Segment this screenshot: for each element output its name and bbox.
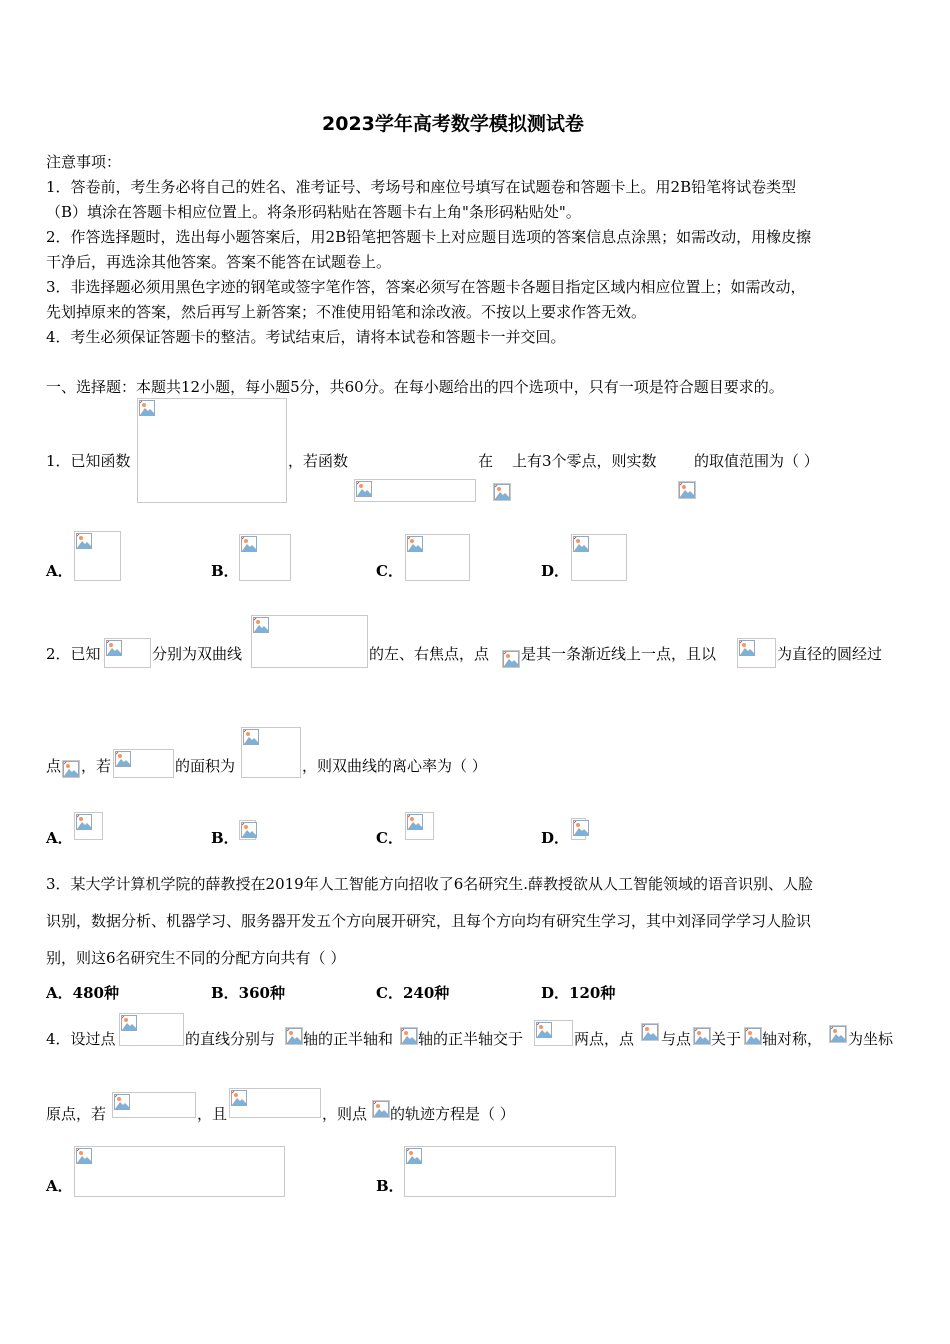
broken-image-icon xyxy=(536,1022,554,1040)
formula-image xyxy=(737,638,776,668)
q3-text: 3．某大学计算机学院的薛教授在2019年人工智能方向招收了6名研究生.薛教授欲从人工智能领域的语音识别、人脸 xyxy=(46,875,814,893)
broken-image-icon xyxy=(829,1025,847,1043)
broken-image-icon xyxy=(641,1023,659,1041)
broken-image-icon xyxy=(285,1027,303,1045)
formula-image xyxy=(354,479,476,502)
q1-text: 上有3个零点，则实数 xyxy=(512,452,657,470)
notice-heading: 注意事项： xyxy=(46,153,122,171)
q2-text: 为直径的圆经过 xyxy=(777,645,883,663)
q2-text: 的面积为 xyxy=(175,757,236,775)
formula-image xyxy=(113,749,174,778)
formula-image xyxy=(251,615,368,668)
notice-line: 干净后，再选涂其他答案。答案不能答在试题卷上。 xyxy=(46,253,392,271)
q2-text: 2．已知 xyxy=(46,645,101,663)
broken-image-icon xyxy=(241,536,259,554)
broken-image-icon xyxy=(115,751,133,769)
option-label: C．240种 xyxy=(376,984,450,1002)
broken-image-icon xyxy=(76,533,94,551)
q4-text: 原点，若 xyxy=(46,1105,107,1123)
q4-text: 为坐标 xyxy=(848,1030,894,1048)
formula-image xyxy=(137,398,287,503)
broken-image-icon xyxy=(407,814,425,832)
broken-image-icon xyxy=(76,1148,94,1166)
option-label: C． xyxy=(376,829,403,847)
formula-image xyxy=(74,1146,285,1197)
broken-image-icon xyxy=(356,481,374,499)
broken-image-icon xyxy=(406,1148,424,1166)
formula-image xyxy=(229,1088,321,1118)
broken-image-icon xyxy=(76,814,94,832)
formula-image xyxy=(239,534,291,581)
q3-text: 识别，数据分析、机器学习、服务器开发五个方向展开研究，且每个方向均有研究生学习，其中刘泽同学学习人脸识 xyxy=(46,912,812,930)
q4-text: ，且 xyxy=(197,1105,228,1123)
option-label: D． xyxy=(541,562,570,580)
q4-text: 关于 xyxy=(711,1030,742,1048)
formula-image xyxy=(534,1020,573,1046)
q4-text: ，则点 xyxy=(322,1105,368,1123)
broken-image-icon xyxy=(106,640,124,658)
formula-image xyxy=(112,1092,196,1118)
q1-text: 的取值范围为（ ） xyxy=(694,452,819,470)
broken-image-icon xyxy=(693,1027,711,1045)
broken-image-icon xyxy=(114,1094,132,1112)
broken-image-icon xyxy=(62,760,80,778)
q4-text: 与点 xyxy=(661,1030,692,1048)
broken-image-icon xyxy=(493,483,511,501)
option-label: A． xyxy=(46,562,73,580)
formula-image xyxy=(119,1013,184,1046)
page-title: 2023学年高考数学模拟测试卷 xyxy=(322,113,584,135)
option-label: D．120种 xyxy=(541,984,616,1002)
broken-image-icon xyxy=(372,1100,390,1118)
formula-image xyxy=(405,812,434,840)
option-label: A． xyxy=(46,1177,73,1195)
q4-text: 4．设过点 xyxy=(46,1030,116,1048)
formula-image xyxy=(239,820,256,840)
broken-image-icon xyxy=(400,1027,418,1045)
q4-text: 轴的正半轴和 xyxy=(303,1030,394,1048)
notice-line: 先划掉原来的答案，然后再写上新答案；不准使用铅笔和涂改液。不按以上要求作答无效。 xyxy=(46,303,647,321)
formula-image xyxy=(74,812,103,840)
broken-image-icon xyxy=(243,729,261,747)
q2-text: ，则双曲线的离心率为（ ） xyxy=(302,757,487,775)
notice-line: 3．非选择题必须用黑色字迹的钢笔或签字笔作答，答案必须写在答题卡各题目指定区域内相应位置上；如需改动， xyxy=(46,278,806,296)
option-label: A．480种 xyxy=(46,984,119,1002)
notice-line: 1．答卷前，考生务必将自己的姓名、准考证号、考场号和座位号填写在试题卷和答题卡上。用2B铅笔将试卷类型 xyxy=(46,178,797,196)
q2-text: 的左、右焦点，点 xyxy=(369,645,490,663)
broken-image-icon xyxy=(573,820,591,838)
broken-image-icon xyxy=(573,536,591,554)
option-label: B． xyxy=(211,829,239,847)
broken-image-icon xyxy=(139,400,157,418)
notice-line: 2．作答选择题时，选出每小题答案后，用2B铅笔把答题卡上对应题目选项的答案信息点涂黑；如需改动，用橡皮擦 xyxy=(46,228,812,246)
notice-line: （B）填涂在答题卡相应位置上。将条形码粘贴在答题卡右上角"条形码粘贴处"。 xyxy=(46,203,581,221)
broken-image-icon xyxy=(241,822,259,840)
broken-image-icon xyxy=(678,481,696,499)
option-label: D． xyxy=(541,829,570,847)
option-label: B． xyxy=(376,1177,404,1195)
broken-image-icon xyxy=(502,650,520,668)
formula-image xyxy=(404,1146,616,1197)
option-label: C． xyxy=(376,562,403,580)
option-label: A． xyxy=(46,829,73,847)
formula-image xyxy=(74,531,121,581)
broken-image-icon xyxy=(231,1090,249,1108)
broken-image-icon xyxy=(121,1015,139,1033)
q4-text: 轴的正半轴交于 xyxy=(418,1030,524,1048)
broken-image-icon xyxy=(739,640,757,658)
broken-image-icon xyxy=(253,617,271,635)
option-label: B．360种 xyxy=(211,984,285,1002)
notice-line: 4．考生必须保证答题卡的整洁。考试结束后，请将本试卷和答题卡一并交回。 xyxy=(46,328,566,346)
q1-text: ，若函数 xyxy=(288,452,349,470)
option-label: B． xyxy=(211,562,239,580)
q4-text: 轴对称， xyxy=(762,1030,823,1048)
formula-image xyxy=(571,534,627,581)
broken-image-icon xyxy=(407,536,425,554)
formula-image xyxy=(104,638,151,668)
formula-image xyxy=(571,818,586,840)
q2-text: 点 xyxy=(46,757,62,775)
section-heading: 一、选择题：本题共12小题，每小题5分，共60分。在每小题给出的四个选项中，只有一项是符合题目要求的。 xyxy=(46,378,784,396)
q1-text: 在 xyxy=(478,452,494,470)
q3-text: 别，则这6名研究生不同的分配方向共有（ ） xyxy=(46,949,346,967)
q2-text: ，若 xyxy=(81,757,112,775)
formula-image xyxy=(405,534,470,581)
q4-text: 两点，点 xyxy=(574,1030,635,1048)
q4-text: 的直线分别与 xyxy=(185,1030,276,1048)
q1-text: 1．已知函数 xyxy=(46,452,131,470)
formula-image xyxy=(241,727,301,778)
broken-image-icon xyxy=(744,1027,762,1045)
q2-text: 分别为双曲线 xyxy=(152,645,243,663)
q4-text: 的轨迹方程是（ ） xyxy=(390,1105,515,1123)
q2-text: 是其一条渐近线上一点，且以 xyxy=(521,645,717,663)
